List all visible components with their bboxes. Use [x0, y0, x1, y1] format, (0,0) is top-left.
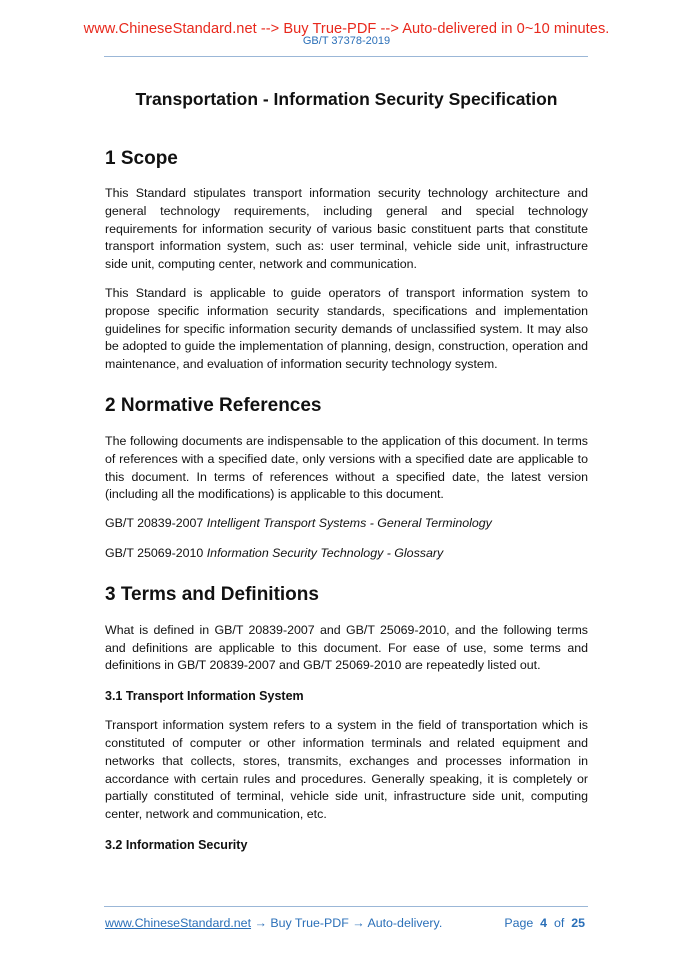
- footer-buy-text: Buy True-PDF: [270, 916, 349, 930]
- scope-paragraph-1: This Standard stipulates transport information security technology architecture and general technology requirements, including general and special technology requirements for information security of various basic constituent parts that constitute transport information system, such as: user terminal, vehicle side unit, infrastructure side unit, computing center, network and communication.: [105, 186, 588, 272]
- transport-information-system-definition: Transport information system refers to a system in the field of transportation which is constituted of computer or other information terminals and related equipment and networks that collects, stores, transmits, exchanges and processes information in accordance with certain rules and procedures. Generally speaking, it is completely or partially constituted of terminal, vehicle side unit, infrastructure side unit, computing center, network and communication, etc.: [105, 718, 588, 822]
- reference-item: [105, 515, 588, 533]
- page-total: 25: [571, 916, 585, 930]
- document-title: Transportation - Information Security Specification: [135, 89, 558, 109]
- page-of: of: [553, 916, 565, 930]
- footer-site-link[interactable]: www.ChineseStandard.net: [105, 916, 252, 930]
- section-heading-normative-references: 2 Normative References: [105, 394, 322, 416]
- page-footer: [105, 916, 585, 930]
- arrow-right-icon: →: [254, 916, 267, 930]
- page-label: Page: [504, 916, 534, 930]
- page-number: [504, 916, 585, 930]
- reference-item: [105, 545, 588, 563]
- reference-title: Information Security Technology - Glossary: [206, 545, 444, 560]
- promo-banner[interactable]: www.ChineseStandard.net --> Buy True-PDF --> Auto-delivered in 0~10 minutes.: [83, 21, 610, 37]
- section-heading-terms-definitions: 3 Terms and Definitions: [105, 583, 319, 605]
- reference-title: Intelligent Transport Systems - General Terminology: [206, 516, 492, 531]
- footer-divider: [104, 906, 588, 907]
- document-code-header: GB/T 37378-2019: [302, 35, 391, 47]
- reference-code: GB/T 20839-2007: [105, 516, 204, 531]
- page-current: 4: [540, 916, 548, 930]
- reference-code: GB/T 25069-2010: [105, 545, 204, 560]
- header-divider: [104, 56, 588, 57]
- scope-paragraph-2: This Standard is applicable to guide operators of transport information system to propose specific information security standards, specifications and implementation guidelines for specific information security demands of unclassified system. It may also be adopted to guide the implementation of planning, design, construction, operation and maintenance, and evaluation of information security technology system.: [105, 285, 588, 372]
- arrow-right-icon: →: [352, 916, 365, 930]
- terms-paragraph: What is defined in GB/T 20839-2007 and GB/T 25069-2010, and the following terms and definitions are applicable to this document. For ease of use, some terms and definitions in GB/T 20839-2007 and GB/T 25069-2010 are repeatedly listed out.: [105, 622, 588, 673]
- subsection-heading-transport-information-system: 3.1 Transport Information System: [105, 689, 304, 704]
- document-body: [105, 84, 588, 853]
- section-heading-scope: 1 Scope: [105, 148, 178, 169]
- subsection-heading-information-security: 3.2 Information Security: [105, 837, 248, 852]
- footer-delivery-text: Auto-delivery.: [367, 916, 443, 930]
- normative-references-paragraph: The following documents are indispensable to the application of this document. In terms of references with a specified date, only versions with a specified date are applicable to this document. In terms of references without a specified date, the latest version (including all the modifications) is applicable to this document.: [105, 433, 588, 502]
